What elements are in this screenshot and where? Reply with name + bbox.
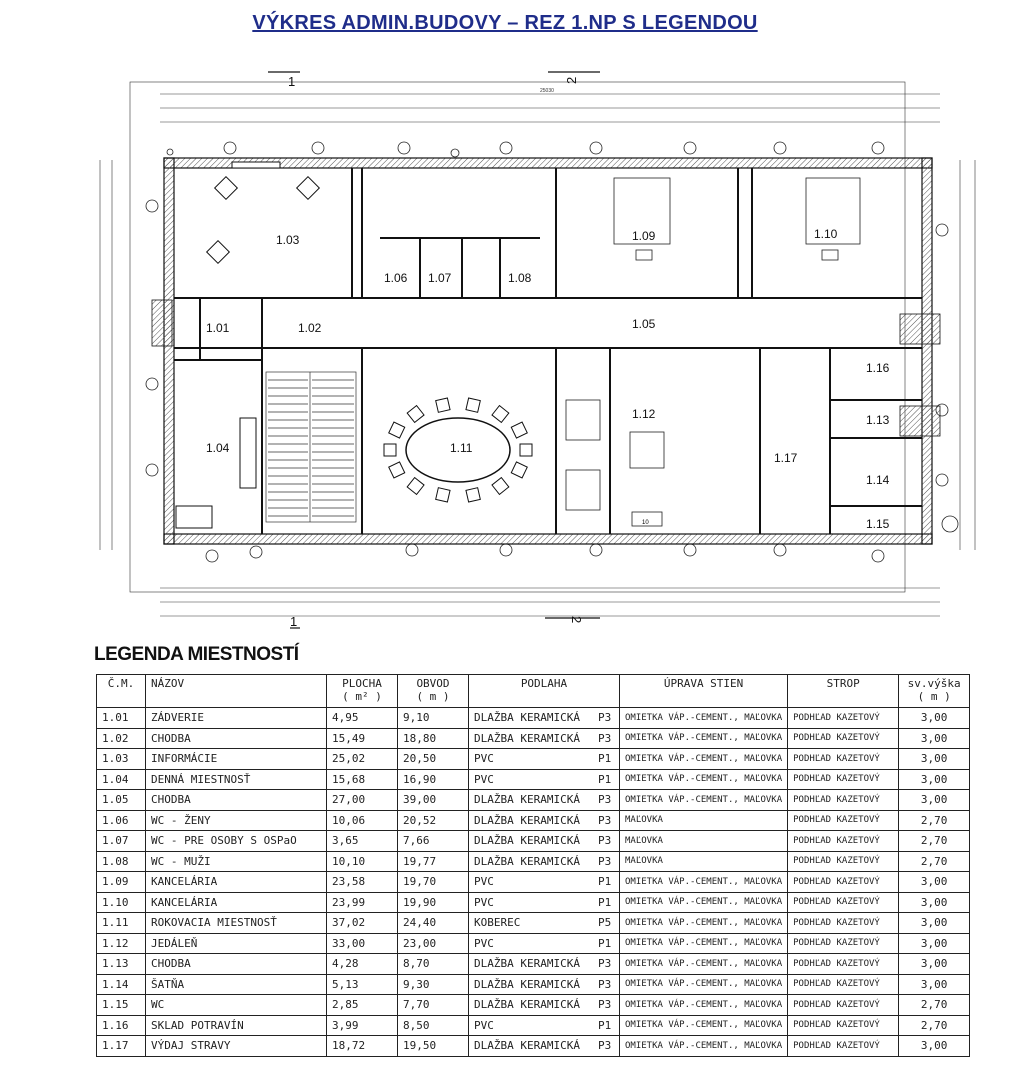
cell-height: 2,70 (899, 851, 970, 872)
cell-code: P5 (593, 913, 620, 934)
cell-id: 1.03 (97, 749, 146, 770)
cell-area: 33,00 (327, 933, 398, 954)
cell-walls: MAĽOVKA (620, 831, 788, 852)
cell-perimeter: 18,80 (398, 728, 469, 749)
cell-code: P3 (593, 810, 620, 831)
table-row (97, 769, 970, 790)
table-row (97, 810, 970, 831)
cell-name: KANCELÁRIA (146, 872, 327, 893)
header-area (327, 675, 398, 708)
table-row (97, 872, 970, 893)
cell-height: 2,70 (899, 831, 970, 852)
cell-perimeter: 24,40 (398, 913, 469, 934)
cell-perimeter: 39,00 (398, 790, 469, 811)
cell-name: JEDÁLEŇ (146, 933, 327, 954)
cell-ceiling: PODHĽAD KAZETOVÝ (788, 954, 899, 975)
cell-perimeter: 8,70 (398, 954, 469, 975)
cell-floor: DLAŽBA KERAMICKÁ (469, 851, 594, 872)
room-label-1.17: 1.17 (774, 451, 798, 465)
cell-floor: DLAŽBA KERAMICKÁ (469, 954, 594, 975)
cell-area: 4,95 (327, 708, 398, 729)
page-title: VÝKRES ADMIN.BUDOVY – REZ 1.NP S LEGENDOU (252, 12, 758, 34)
table-row (97, 954, 970, 975)
meeting-chair (492, 406, 509, 423)
section-mark-1-top: 1 (288, 74, 296, 89)
stair-mark: 10 (642, 520, 649, 526)
cell-area: 3,65 (327, 831, 398, 852)
room-label-1.06: 1.06 (384, 271, 408, 285)
legend-header-row (97, 675, 970, 708)
cell-code: P1 (593, 872, 620, 893)
cell-perimeter: 20,52 (398, 810, 469, 831)
table-row (97, 831, 970, 852)
room-legend-table (96, 674, 970, 1057)
cell-area: 23,99 (327, 892, 398, 913)
cell-ceiling: PODHĽAD KAZETOVÝ (788, 769, 899, 790)
cell-code: P3 (593, 831, 620, 852)
room-label-1.13: 1.13 (866, 413, 890, 427)
overall-dimension: 25030 (540, 88, 554, 94)
cell-ceiling: PODHĽAD KAZETOVÝ (788, 1036, 899, 1057)
cell-id: 1.11 (97, 913, 146, 934)
room-label-1.11: 1.11 (450, 441, 473, 455)
cell-area: 18,72 (327, 1036, 398, 1057)
cell-code: P1 (593, 933, 620, 954)
meeting-chair (384, 444, 396, 456)
cell-id: 1.15 (97, 995, 146, 1016)
cell-name: VÝDAJ STRAVY (146, 1036, 327, 1057)
cell-name: DENNÁ MIESTNOSŤ (146, 769, 327, 790)
cell-perimeter: 19,90 (398, 892, 469, 913)
header-area-unit: ( m² ) (342, 690, 382, 703)
cell-ceiling: PODHĽAD KAZETOVÝ (788, 708, 899, 729)
cell-name: WC - PRE OSOBY S OSPaO (146, 831, 327, 852)
cell-id: 1.14 (97, 974, 146, 995)
cell-height: 3,00 (899, 974, 970, 995)
cell-name: CHODBA (146, 728, 327, 749)
legend-body (97, 708, 970, 1057)
table-row (97, 913, 970, 934)
section-mark-2-top: 2 (564, 76, 579, 84)
cell-name: CHODBA (146, 954, 327, 975)
cell-area: 10,06 (327, 810, 398, 831)
room-label-1.01: 1.01 (206, 321, 230, 335)
cell-ceiling: PODHĽAD KAZETOVÝ (788, 892, 899, 913)
cell-id: 1.09 (97, 872, 146, 893)
cell-floor: PVC (469, 1015, 594, 1036)
legend-title: LEGENDA MIESTNOSTÍ (94, 644, 299, 665)
cell-code: P3 (593, 995, 620, 1016)
cell-ceiling: PODHĽAD KAZETOVÝ (788, 933, 899, 954)
meeting-chair (520, 444, 532, 456)
room-label-1.16: 1.16 (866, 361, 890, 375)
section-mark-2-bottom: 2 (569, 616, 584, 624)
header-height (899, 675, 970, 708)
cell-walls: OMIETKA VÁP.-CEMENT., MAĽOVKA (620, 933, 788, 954)
cell-height: 2,70 (899, 995, 970, 1016)
cell-area: 2,85 (327, 995, 398, 1016)
cell-id: 1.01 (97, 708, 146, 729)
table-row (97, 728, 970, 749)
cell-height: 3,00 (899, 708, 970, 729)
header-height-label: sv.výška (907, 677, 961, 690)
cell-floor: KOBEREC (469, 913, 594, 934)
cell-area: 25,02 (327, 749, 398, 770)
cell-id: 1.07 (97, 831, 146, 852)
room-label-1.10: 1.10 (814, 227, 838, 241)
table-row (97, 995, 970, 1016)
header-walls: ÚPRAVA STIEN (620, 675, 788, 708)
cell-walls: OMIETKA VÁP.-CEMENT., MAĽOVKA (620, 708, 788, 729)
cell-name: KANCELÁRIA (146, 892, 327, 913)
room-label-1.03: 1.03 (276, 233, 300, 247)
cell-code: P3 (593, 790, 620, 811)
cell-floor: DLAŽBA KERAMICKÁ (469, 810, 594, 831)
meeting-chair (466, 398, 480, 412)
room-labels (206, 227, 890, 531)
cell-walls: OMIETKA VÁP.-CEMENT., MAĽOVKA (620, 872, 788, 893)
cell-perimeter: 9,10 (398, 708, 469, 729)
table-row (97, 749, 970, 770)
cell-height: 3,00 (899, 790, 970, 811)
room-label-1.15: 1.15 (866, 517, 890, 531)
cell-height: 3,00 (899, 933, 970, 954)
cell-height: 3,00 (899, 769, 970, 790)
header-area-label: PLOCHA (342, 677, 382, 690)
cell-floor: DLAŽBA KERAMICKÁ (469, 708, 594, 729)
cell-code: P3 (593, 708, 620, 729)
cell-walls: OMIETKA VÁP.-CEMENT., MAĽOVKA (620, 1036, 788, 1057)
cell-floor: DLAŽBA KERAMICKÁ (469, 790, 594, 811)
cell-area: 10,10 (327, 851, 398, 872)
cell-walls: OMIETKA VÁP.-CEMENT., MAĽOVKA (620, 913, 788, 934)
cell-floor: DLAŽBA KERAMICKÁ (469, 728, 594, 749)
meeting-chair (492, 478, 509, 495)
cell-perimeter: 16,90 (398, 769, 469, 790)
cell-id: 1.08 (97, 851, 146, 872)
cell-floor: DLAŽBA KERAMICKÁ (469, 831, 594, 852)
cell-height: 3,00 (899, 872, 970, 893)
meeting-chair (389, 462, 405, 478)
header-perimeter-unit: ( m ) (416, 690, 450, 703)
cell-area: 4,28 (327, 954, 398, 975)
cell-area: 27,00 (327, 790, 398, 811)
cell-id: 1.02 (97, 728, 146, 749)
cell-height: 2,70 (899, 810, 970, 831)
cell-code: P1 (593, 769, 620, 790)
cell-ceiling: PODHĽAD KAZETOVÝ (788, 790, 899, 811)
meeting-chair (511, 462, 527, 478)
cell-ceiling: PODHĽAD KAZETOVÝ (788, 872, 899, 893)
cell-height: 3,00 (899, 749, 970, 770)
section-mark-1-bottom: 1 (290, 614, 298, 629)
cell-height: 3,00 (899, 728, 970, 749)
room-label-1.07: 1.07 (428, 271, 452, 285)
cell-ceiling: PODHĽAD KAZETOVÝ (788, 974, 899, 995)
meeting-chair (436, 488, 450, 502)
meeting-chair (436, 398, 450, 412)
room-label-1.02: 1.02 (298, 321, 322, 335)
cell-name: ZÁDVERIE (146, 708, 327, 729)
cell-id: 1.13 (97, 954, 146, 975)
cell-name: SKLAD POTRAVÍN (146, 1015, 327, 1036)
table-row (97, 892, 970, 913)
cell-ceiling: PODHĽAD KAZETOVÝ (788, 851, 899, 872)
meeting-chair (389, 422, 405, 438)
cell-code: P3 (593, 728, 620, 749)
cell-perimeter: 9,30 (398, 974, 469, 995)
cell-code: P1 (593, 1015, 620, 1036)
meeting-chair (466, 488, 480, 502)
cell-code: P1 (593, 892, 620, 913)
cell-walls: MAĽOVKA (620, 810, 788, 831)
table-row (97, 790, 970, 811)
floor-plan (0, 60, 1036, 640)
table-row (97, 1015, 970, 1036)
meeting-chair (511, 422, 527, 438)
table-row (97, 1036, 970, 1057)
room-label-1.08: 1.08 (508, 271, 532, 285)
cell-name: ŠATŇA (146, 974, 327, 995)
cell-walls: OMIETKA VÁP.-CEMENT., MAĽOVKA (620, 892, 788, 913)
table-row (97, 708, 970, 729)
cell-area: 15,49 (327, 728, 398, 749)
table-row (97, 974, 970, 995)
cell-floor: DLAŽBA KERAMICKÁ (469, 995, 594, 1016)
header-floor: PODLAHA (469, 675, 620, 708)
cell-walls: OMIETKA VÁP.-CEMENT., MAĽOVKA (620, 790, 788, 811)
cell-perimeter: 23,00 (398, 933, 469, 954)
header-id: Č.M. (97, 675, 146, 708)
cell-perimeter: 7,70 (398, 995, 469, 1016)
room-label-1.12: 1.12 (632, 407, 656, 421)
cell-name: WC (146, 995, 327, 1016)
cell-id: 1.16 (97, 1015, 146, 1036)
cell-floor: PVC (469, 933, 594, 954)
cell-floor: PVC (469, 892, 594, 913)
cell-ceiling: PODHĽAD KAZETOVÝ (788, 913, 899, 934)
cell-id: 1.10 (97, 892, 146, 913)
cell-id: 1.17 (97, 1036, 146, 1057)
room-label-1.14: 1.14 (866, 473, 890, 487)
section-marks (268, 72, 600, 629)
header-name: NÁZOV (146, 675, 327, 708)
cell-walls: OMIETKA VÁP.-CEMENT., MAĽOVKA (620, 749, 788, 770)
cell-perimeter: 19,50 (398, 1036, 469, 1057)
cell-walls: OMIETKA VÁP.-CEMENT., MAĽOVKA (620, 728, 788, 749)
cell-ceiling: PODHĽAD KAZETOVÝ (788, 831, 899, 852)
cell-ceiling: PODHĽAD KAZETOVÝ (788, 1015, 899, 1036)
staircase (266, 372, 356, 522)
cell-code: P3 (593, 1036, 620, 1057)
cell-id: 1.12 (97, 933, 146, 954)
cell-perimeter: 7,66 (398, 831, 469, 852)
cell-walls: OMIETKA VÁP.-CEMENT., MAĽOVKA (620, 769, 788, 790)
cell-ceiling: PODHĽAD KAZETOVÝ (788, 995, 899, 1016)
cell-perimeter: 8,50 (398, 1015, 469, 1036)
header-height-unit: ( m ) (917, 690, 951, 703)
cell-name: ROKOVACIA MIESTNOSŤ (146, 913, 327, 934)
cell-height: 3,00 (899, 1036, 970, 1057)
table-row (97, 933, 970, 954)
cell-area: 15,68 (327, 769, 398, 790)
cell-ceiling: PODHĽAD KAZETOVÝ (788, 749, 899, 770)
cell-name: WC - MUŽI (146, 851, 327, 872)
cell-id: 1.06 (97, 810, 146, 831)
table-row (97, 851, 970, 872)
info-room-furniture (176, 162, 319, 528)
cell-id: 1.04 (97, 769, 146, 790)
meeting-chair (407, 406, 424, 423)
header-perimeter (398, 675, 469, 708)
cell-code: P3 (593, 974, 620, 995)
meeting-chair (407, 478, 424, 495)
cell-area: 3,99 (327, 1015, 398, 1036)
cell-id: 1.05 (97, 790, 146, 811)
cell-floor: PVC (469, 769, 594, 790)
cell-name: CHODBA (146, 790, 327, 811)
cell-floor: PVC (469, 749, 594, 770)
cell-name: INFORMÁCIE (146, 749, 327, 770)
cell-walls: OMIETKA VÁP.-CEMENT., MAĽOVKA (620, 995, 788, 1016)
cell-height: 3,00 (899, 954, 970, 975)
cell-perimeter: 19,77 (398, 851, 469, 872)
cell-name: WC - ŽENY (146, 810, 327, 831)
cell-height: 3,00 (899, 913, 970, 934)
cell-walls: MAĽOVKA (620, 851, 788, 872)
room-label-1.05: 1.05 (632, 317, 656, 331)
cell-height: 3,00 (899, 892, 970, 913)
cell-code: P3 (593, 851, 620, 872)
cell-walls: OMIETKA VÁP.-CEMENT., MAĽOVKA (620, 974, 788, 995)
cell-code: P3 (593, 954, 620, 975)
cell-perimeter: 20,50 (398, 749, 469, 770)
header-perimeter-label: OBVOD (416, 677, 450, 690)
room-label-1.04: 1.04 (206, 441, 230, 455)
entrance-grates (152, 300, 940, 436)
cell-height: 2,70 (899, 1015, 970, 1036)
cell-floor: PVC (469, 872, 594, 893)
cell-floor: DLAŽBA KERAMICKÁ (469, 1036, 594, 1057)
cell-ceiling: PODHĽAD KAZETOVÝ (788, 728, 899, 749)
cell-code: P1 (593, 749, 620, 770)
cell-area: 23,58 (327, 872, 398, 893)
cell-floor: DLAŽBA KERAMICKÁ (469, 974, 594, 995)
cell-area: 37,02 (327, 913, 398, 934)
cell-perimeter: 19,70 (398, 872, 469, 893)
cell-area: 5,13 (327, 974, 398, 995)
cell-ceiling: PODHĽAD KAZETOVÝ (788, 810, 899, 831)
cell-walls: OMIETKA VÁP.-CEMENT., MAĽOVKA (620, 954, 788, 975)
cell-walls: OMIETKA VÁP.-CEMENT., MAĽOVKA (620, 1015, 788, 1036)
header-ceiling: STROP (788, 675, 899, 708)
room-label-1.09: 1.09 (632, 229, 656, 243)
